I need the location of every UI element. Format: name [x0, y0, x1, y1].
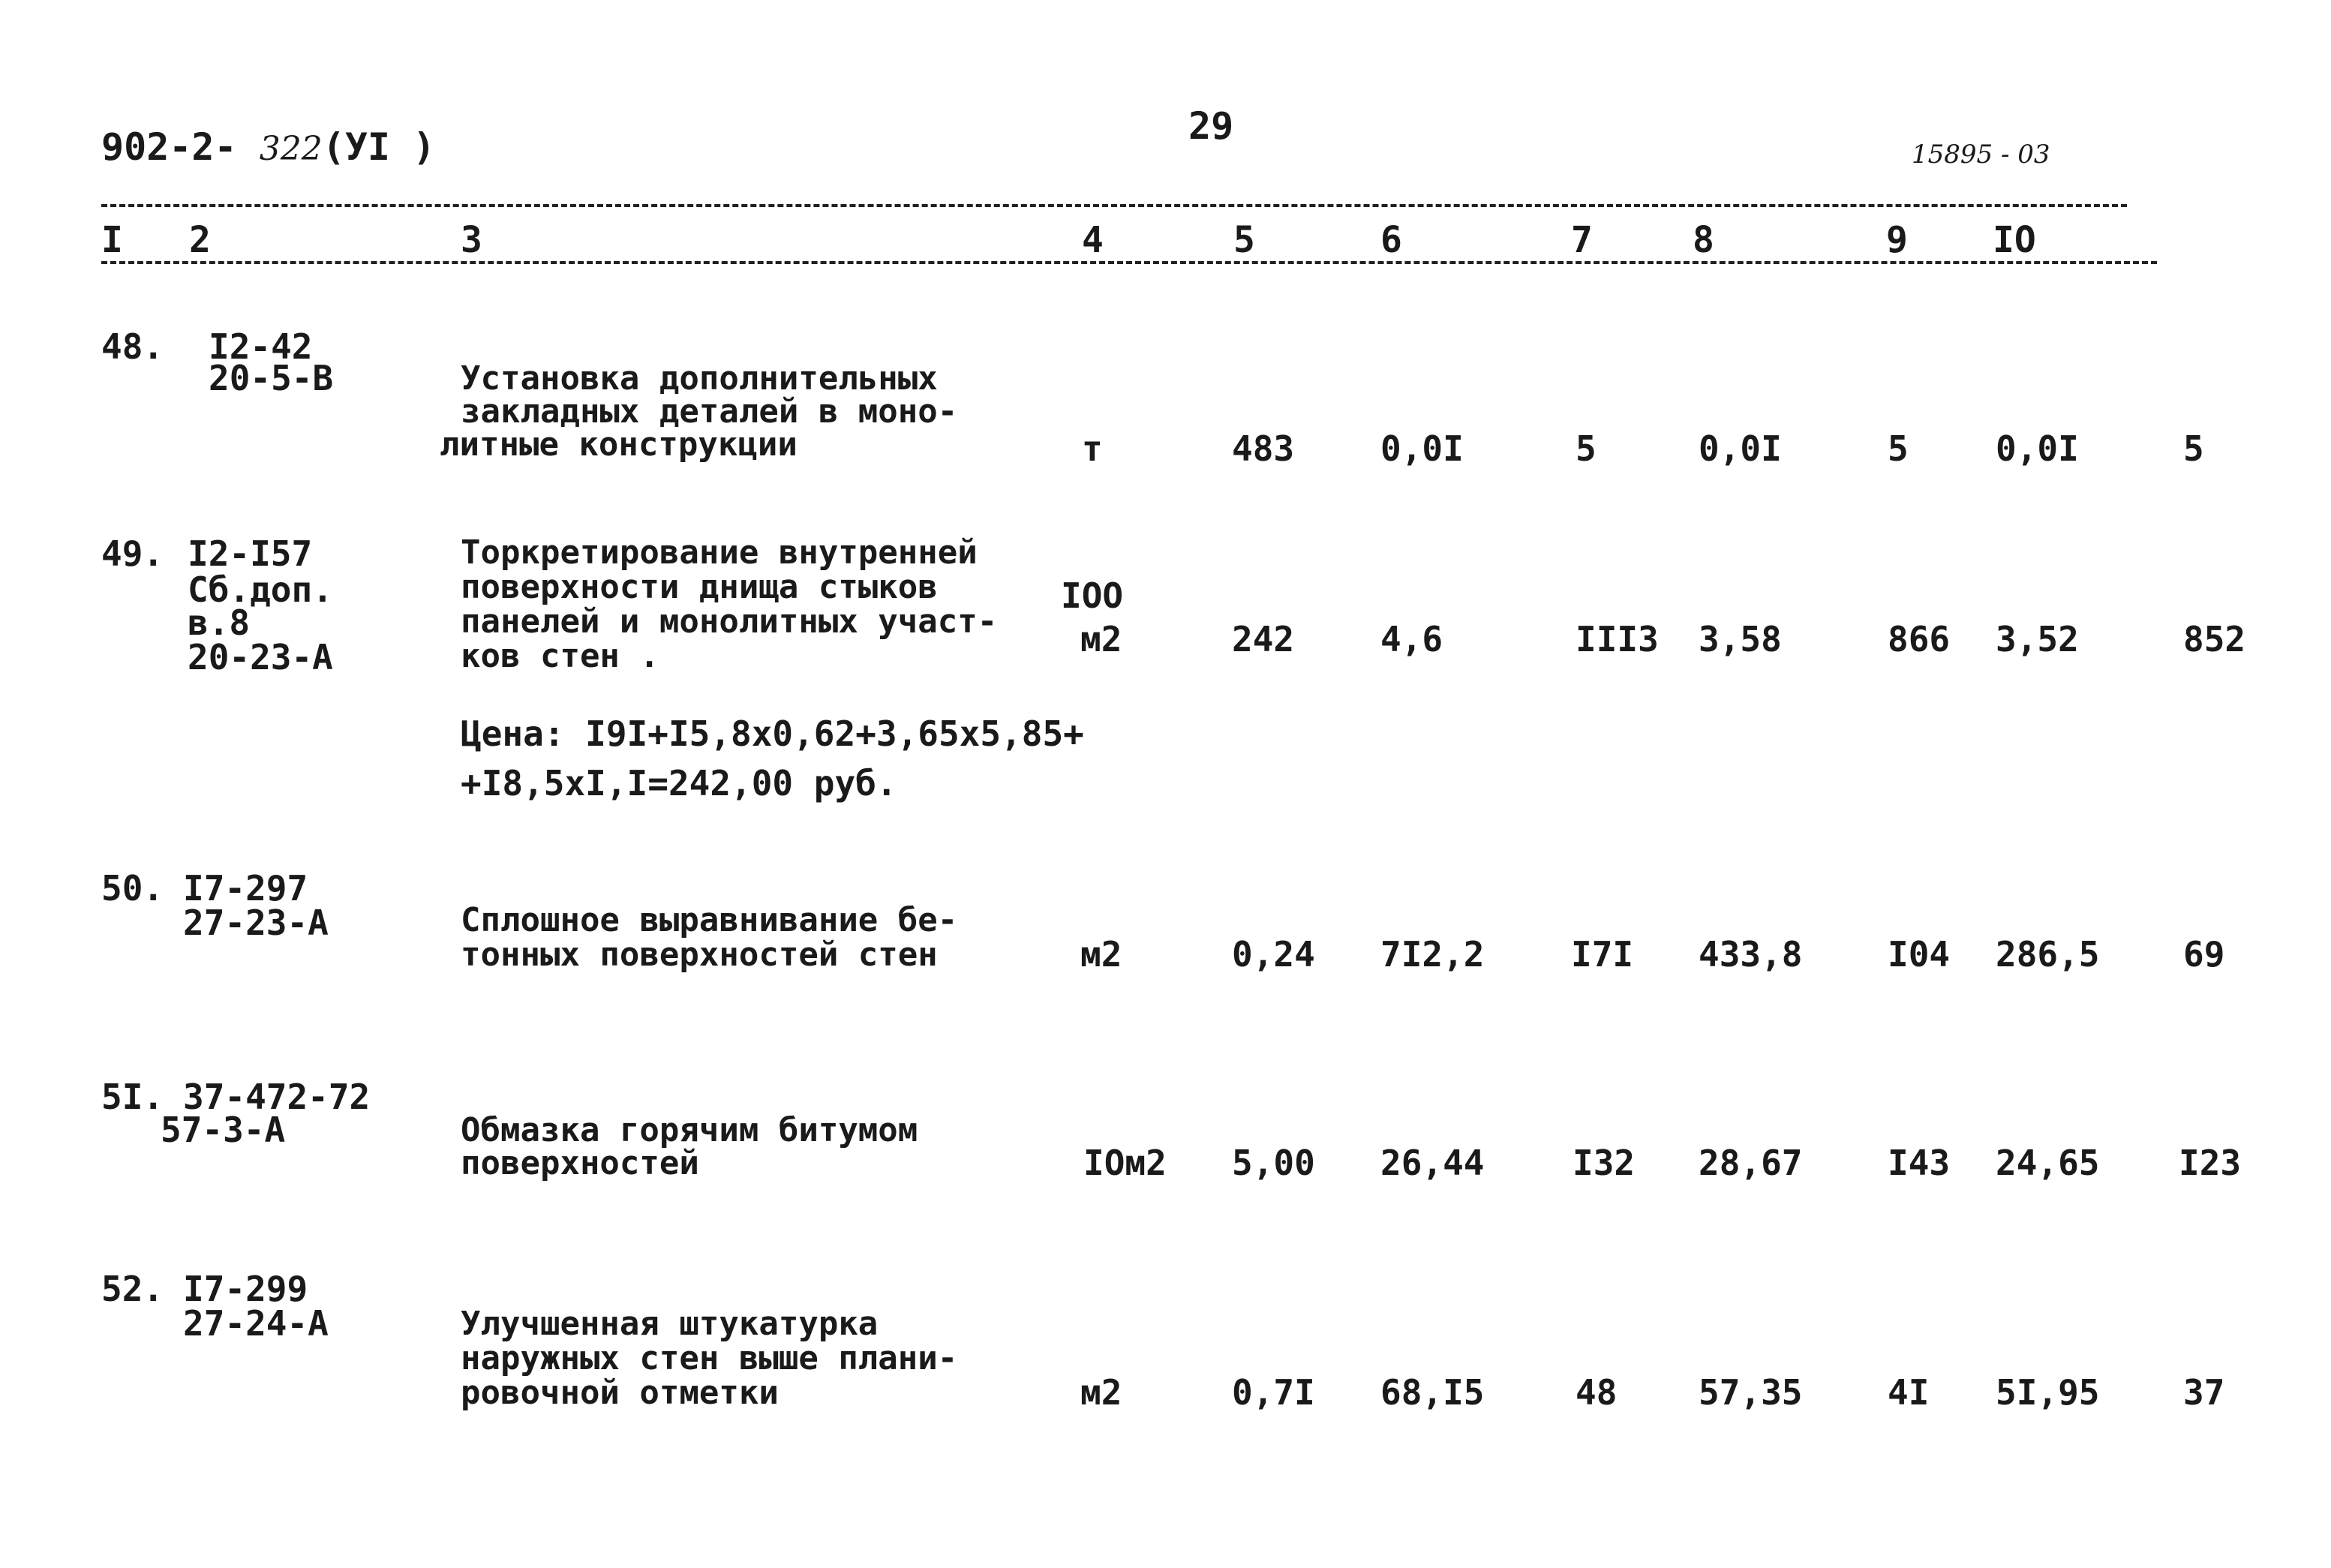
row-col10: 0,0I — [1996, 428, 2079, 469]
row-col5: 483 — [1232, 428, 1295, 469]
row-col5: 0,24 — [1232, 934, 1315, 975]
row-unit: м2 — [1080, 1372, 1122, 1413]
row-number: 49. — [101, 533, 164, 574]
row-unit: т — [1082, 428, 1103, 469]
row-col11: 852 — [2183, 619, 2246, 659]
price-note: +I8,5хI,I=242,00 руб. — [461, 763, 897, 804]
row-code: 37-472-72 — [183, 1077, 371, 1117]
row-description: поверхностей — [461, 1144, 699, 1182]
col-header-1: I — [101, 219, 123, 261]
row-col10: 3,52 — [1996, 619, 2079, 659]
doc-code — [101, 125, 436, 169]
row-description: наружных стен выше плани- — [461, 1339, 958, 1377]
row-col9: I04 — [1888, 934, 1951, 975]
row-col5: 5,00 — [1232, 1143, 1315, 1183]
row-description: Установка дополнительных — [461, 359, 938, 398]
row-col6: 68,I5 — [1380, 1372, 1485, 1413]
row-col5: 242 — [1232, 619, 1295, 659]
row-code: 20-5-В — [209, 358, 334, 398]
col-header-5: 5 — [1233, 219, 1255, 261]
doc-code-suffix: (УI ) — [322, 125, 436, 169]
col-header-8: 8 — [1693, 219, 1714, 261]
row-col8: 0,0I — [1699, 428, 1782, 469]
col-header-10: IO — [1993, 219, 2036, 261]
row-col8: 57,35 — [1699, 1372, 1803, 1413]
row-col6: 0,0I — [1380, 428, 1464, 469]
row-col8: 28,67 — [1699, 1143, 1803, 1183]
row-col6: 7I2,2 — [1380, 934, 1485, 975]
row-description: Сплошное выравнивание бе- — [461, 901, 958, 939]
col-header-9: 9 — [1886, 219, 1908, 261]
row-description: ков стен . — [461, 637, 659, 675]
doc-code-handwritten: 322 — [259, 130, 323, 168]
row-code: 27-24-А — [183, 1303, 329, 1344]
col-header-6: 6 — [1380, 219, 1402, 261]
handwritten-stamp: 15895 - 03 — [1912, 140, 2050, 170]
col-header-7: 7 — [1571, 219, 1593, 261]
row-code: I2-42 — [209, 326, 313, 367]
row-unit: IOO — [1061, 575, 1124, 616]
header-rule-top — [101, 204, 2127, 207]
row-description: Обмазка горячим битумом — [461, 1111, 918, 1149]
row-col7: I7I — [1571, 934, 1634, 975]
row-col8: 433,8 — [1699, 934, 1803, 975]
row-code: I7-299 — [183, 1269, 308, 1309]
col-header-2: 2 — [189, 219, 211, 261]
page-number: 29 — [1188, 104, 1234, 148]
row-col8: 3,58 — [1699, 619, 1782, 659]
row-description: закладных деталей в моно- — [461, 392, 958, 431]
row-col11: 5 — [2183, 428, 2204, 469]
row-col7: 5 — [1576, 428, 1597, 469]
row-description: литные конструкции — [440, 425, 798, 464]
row-code: 57-3-А — [161, 1110, 286, 1150]
row-description: Улучшенная штукатурка — [461, 1305, 879, 1343]
row-col9: 5 — [1888, 428, 1909, 469]
row-col10: 286,5 — [1996, 934, 2100, 975]
col-header-4: 4 — [1082, 219, 1104, 261]
row-unit: IOм2 — [1083, 1143, 1167, 1183]
row-col6: 26,44 — [1380, 1143, 1485, 1183]
row-number: 50. — [101, 868, 164, 909]
row-description: ровочной отметки — [461, 1374, 779, 1412]
row-unit: м2 — [1080, 619, 1122, 659]
row-number: 48. — [101, 326, 164, 367]
row-code: в.8 — [188, 602, 251, 643]
row-description: Торкретирование внутренней — [461, 533, 978, 572]
row-number: 5I. — [101, 1077, 164, 1117]
row-col9: I43 — [1888, 1143, 1951, 1183]
row-col11: I23 — [2179, 1143, 2242, 1183]
row-col9: 866 — [1888, 619, 1951, 659]
row-col10: 5I,95 — [1996, 1372, 2100, 1413]
row-description: тонных поверхностей стен — [461, 936, 938, 974]
row-code: Сб.доп. — [188, 569, 333, 610]
row-code: 20-23-А — [188, 637, 333, 677]
row-col11: 37 — [2183, 1372, 2225, 1413]
row-code: I2-I57 — [188, 533, 313, 574]
row-description: поверхности днища стыков — [461, 568, 938, 606]
row-number: 52. — [101, 1269, 164, 1309]
row-description: панелей и монолитных участ- — [461, 602, 998, 641]
col-header-3: 3 — [461, 219, 482, 261]
row-unit: м2 — [1080, 934, 1122, 975]
price-note: Цена: I9I+I5,8х0,62+3,65х5,85+ — [461, 713, 1084, 754]
header-rule-bottom — [101, 261, 2157, 264]
row-col6: 4,6 — [1380, 619, 1443, 659]
row-code: I7-297 — [183, 868, 308, 909]
row-col7: 48 — [1576, 1372, 1618, 1413]
row-col11: 69 — [2183, 934, 2225, 975]
row-col7: III3 — [1576, 619, 1659, 659]
row-code: 27-23-А — [183, 903, 329, 943]
row-col5: 0,7I — [1232, 1372, 1315, 1413]
row-col7: I32 — [1573, 1143, 1636, 1183]
doc-code-printed: 902-2- — [101, 125, 237, 169]
row-col10: 24,65 — [1996, 1143, 2100, 1183]
row-col9: 4I — [1888, 1372, 1930, 1413]
